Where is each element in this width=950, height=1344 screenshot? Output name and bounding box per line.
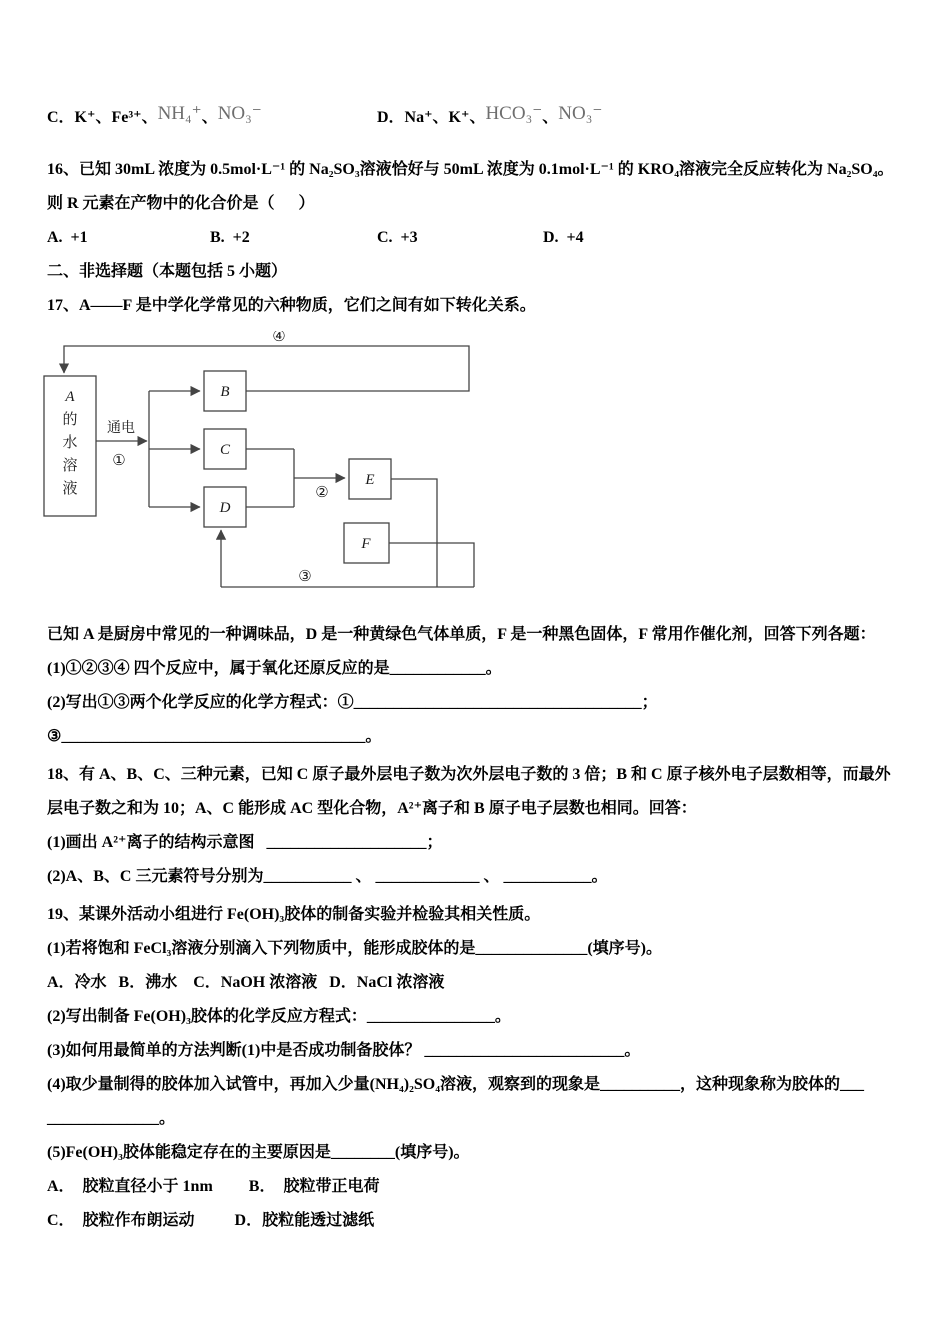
loop-4-path — [64, 331, 469, 391]
q19-stem: 19、某课外活动小组进行 Fe(OH)₃胶体的制备实验并检验其相关性质。 — [47, 906, 541, 923]
q19-sub5: (5)Fe(OH)₃胶体能稳定存在的主要原因是________(填序号)。 — [47, 1144, 470, 1161]
q16-option-d: D. +4 — [543, 229, 584, 246]
q16-option-c: C. +3 — [377, 229, 418, 246]
reaction-4-label: ④ — [272, 331, 286, 345]
electrolysis-branch — [96, 391, 200, 507]
section2-header: 二、非选择题（本题包括 5 小题） — [47, 263, 288, 280]
q18-stem-line2: 层电子数之和为 10；A、C 能形成 AC 型化合物，A²⁺离子和 B 原子电子层数也相同。回答： — [47, 800, 697, 817]
q17-sub1: (1)①②③④ 四个反应中，属于氧化还原反应的是____________。 — [47, 660, 502, 677]
q19-sub5-options-line2: C． 胶粒作布朗运动 D．胶粒能透过滤纸 — [47, 1212, 375, 1229]
box-a-line-2: 的 — [62, 412, 78, 428]
formula-nh4: NH₄⁺ — [157, 103, 202, 124]
q16-option-a: A. +1 — [47, 229, 88, 246]
q17-known: 已知 A 是厨房中常见的一种调味品，D 是一种黄绿色气体单质，F 是一种黑色固体，F 常用作催化剂，回答下列各题： — [47, 626, 876, 643]
q18-sub1: (1)画出 A²⁺离子的结构示意图 ____________________； — [47, 834, 443, 851]
q16-option-b: B. +2 — [210, 229, 250, 246]
q17-intro: 17、A——F 是中学化学常见的六种物质，它们之间有如下转化关系。 — [47, 297, 536, 314]
q15-option-c-prefix: C．K⁺、Fe³⁺、 — [47, 109, 158, 126]
box-b — [204, 371, 246, 411]
q19-sub4-line2: ______________。 — [47, 1110, 176, 1127]
q19-sub1: (1)若将饱和 FeCl₃溶液分别滴入下列物质中，能形成胶体的是______________(填序号)。 — [47, 940, 662, 957]
box-d — [204, 487, 246, 527]
q16-stem-line1: 16、已知 30mL 浓度为 0.5mol·L⁻¹ 的 Na₂SO₃溶液恰好与 50mL 浓度为 0.1mol·L⁻¹ 的 KRO₄溶液完全反应转化为 Na₂SO₄。 — [47, 161, 894, 178]
q19-sub3: (3)如何用最简单的方法判断(1)中是否成功制备胶体？ _________________________。 — [47, 1042, 641, 1059]
q15-option-d-prefix: D．Na⁺、K⁺、 — [377, 109, 486, 126]
q15-option-c-sep: 、 — [201, 109, 218, 126]
reaction-1-label: ① — [112, 453, 126, 469]
box-d-label: D — [219, 500, 231, 516]
box-c — [204, 429, 246, 469]
electrolysis-label: 通电 — [107, 421, 135, 436]
reaction-3-label: ③ — [298, 569, 312, 585]
q17-sub3: ③______________________________________。 — [47, 728, 382, 745]
q15-option-d-sep: 、 — [542, 109, 559, 126]
q19-sub1-options: A．冷水 B．沸水 C．NaOH 浓溶液 D．NaCl 浓溶液 — [47, 974, 445, 991]
transformation-diagram-svg — [39, 331, 509, 601]
box-a-line-4: 溶 — [62, 458, 78, 474]
box-a-line-5: 液 — [62, 481, 78, 497]
box-b-label: B — [220, 384, 230, 400]
box-a-line-1: A — [65, 389, 75, 405]
formula-no3-c: NO₃⁻ — [217, 103, 262, 124]
q18-sub2: (2)A、B、C 三元素符号分别为___________ 、 _____________ 、 ___________。 — [47, 868, 608, 885]
box-e — [349, 459, 391, 499]
q19-sub4-line1: (4)取少量制得的胶体加入试管中，再加入少量(NH₄)₂SO₄溶液，观察到的现象是__________，这种现象称为胶体的___ — [47, 1076, 865, 1093]
merge-to-e — [246, 449, 345, 507]
q15-options-row — [47, 100, 908, 135]
q16-stem-line2: 则 R 元素在产物中的化合价是（ ） — [47, 195, 315, 212]
formula-no3-d: NO₃⁻ — [558, 103, 603, 124]
q16-options-row — [47, 221, 908, 255]
box-e-label: E — [365, 472, 375, 488]
box-a-solution — [44, 376, 96, 516]
q17-sub2: (2)写出①③两个化学反应的化学方程式：①____________________________________； — [47, 694, 658, 711]
box-f-label: F — [361, 536, 371, 552]
q15-option-c — [47, 100, 377, 135]
box-a-line-3: 水 — [62, 435, 78, 451]
q18-stem-line1: 18、有 A、B、C、三种元素，已知 C 原子最外层电子数为次外层电子数的 3 倍；B 和 C 原子核外电子层数相等，而最外 — [47, 766, 891, 783]
transformation-diagram — [39, 331, 908, 606]
q19-sub5-options-line1: A． 胶粒直径小于 1nm B． 胶粒带正电荷 — [47, 1178, 380, 1195]
box-c-label: C — [219, 442, 231, 458]
formula-hco3: HCO₃⁻ — [485, 103, 543, 124]
q15-option-d — [377, 100, 602, 135]
reaction-2-label: ② — [315, 485, 329, 501]
q19-sub2: (2)写出制备 Fe(OH)₃胶体的化学反应方程式：________________。 — [47, 1008, 511, 1025]
box-f — [344, 523, 389, 563]
